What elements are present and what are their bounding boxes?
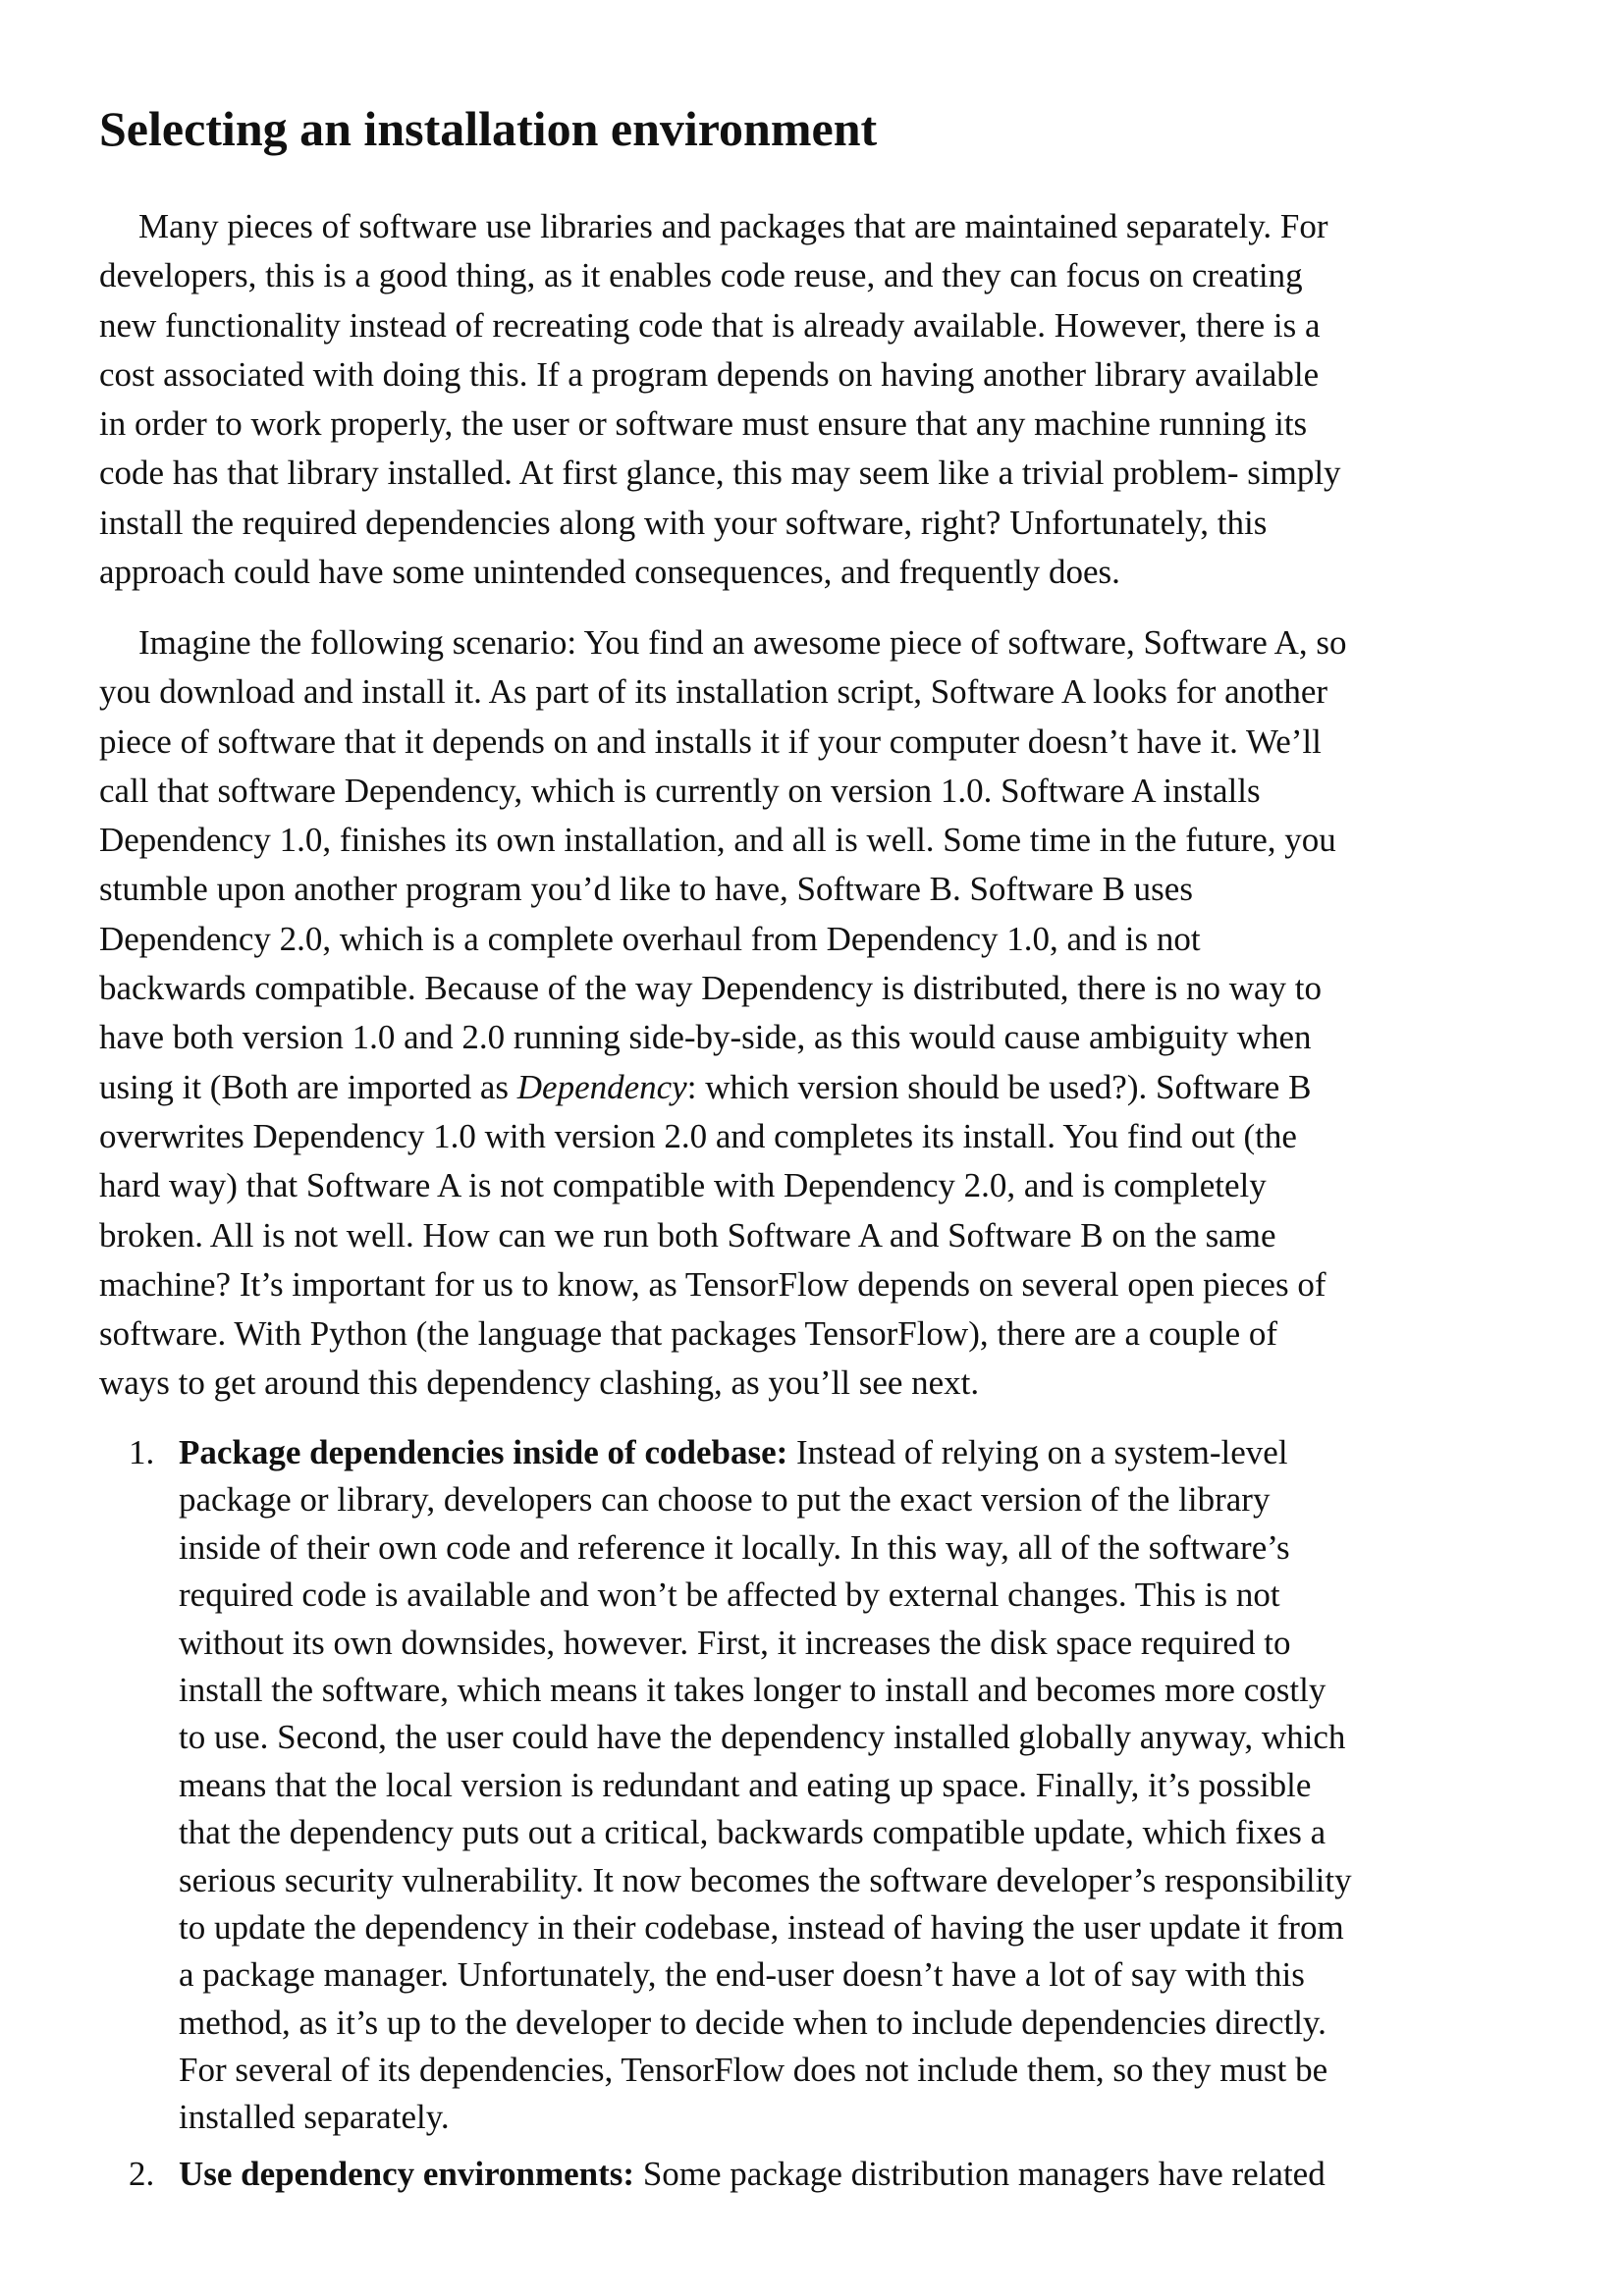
text-line: approach could have some unintended consequences, and frequently does.: [99, 553, 1120, 592]
text-line: machine? It’s important for us to know, as TensorFlow depends on several open pieces of: [99, 1264, 1326, 1304]
text-line: required code is available and won’t be affected by external changes. This is not: [179, 1575, 1280, 1615]
text-line: software. With Python (the language that packages TensorFlow), there are a couple of: [99, 1314, 1278, 1354]
text-line: install the required dependencies along with your software, right? Unfortunately, this: [99, 503, 1268, 542]
text-segment: : which version should be used?). Software B: [686, 1067, 1312, 1106]
text-line: method, as it’s up to the developer to decide when to include dependencies directly.: [179, 2002, 1326, 2042]
text-line: hard way) that Software A is not compatible with Dependency 2.0, and is completely: [99, 1166, 1267, 1205]
text-line: Dependency 2.0, which is a complete overhaul from Dependency 1.0, and is not: [99, 919, 1201, 958]
text-line: package or library, developers can choose to put the exact version of the library: [179, 1480, 1271, 1520]
italic-term: Dependency: [516, 1067, 687, 1106]
text-line: to use. Second, the user could have the dependency installed globally anyway, which: [179, 1718, 1346, 1757]
text-line: have both version 1.0 and 2.0 running side-by-side, as this would cause ambiguity when: [99, 1018, 1312, 1057]
text-line: serious security vulnerability. It now becomes the software developer’s responsibility: [179, 1860, 1352, 1899]
text-line: Dependency 1.0, finishes its own installation, and all is well. Some time in the future, you: [99, 821, 1336, 860]
text-line: stumble upon another program you’d like to have, Software B. Software B uses: [99, 870, 1193, 909]
text-line: For several of its dependencies, TensorFlow does not include them, so they must be: [179, 2051, 1328, 2090]
text-line: call that software Dependency, which is currently on version 1.0. Software A installs: [99, 771, 1261, 810]
list-number: 2.: [129, 2155, 155, 2193]
text-line: you download and install it. As part of its installation script, Software A looks for another: [99, 672, 1328, 712]
list-item-heading: Package dependencies inside of codebase:: [179, 1433, 788, 1471]
text-line: [99, 1063, 1347, 1112]
text-line: new functionality instead of recreating code that is already available. However, there is a: [99, 305, 1321, 345]
text-line: Imagine the following scenario: You find an awesome piece of software, Software A, so: [138, 623, 1347, 662]
text-line: a package manager. Unfortunately, the end-user doesn’t have a lot of say with this: [179, 1955, 1305, 1995]
paragraph-2: [99, 618, 1347, 1409]
text-line: in order to work properly, the user or software must ensure that any machine running its: [99, 404, 1308, 444]
text-line: to update the dependency in their codebase, instead of having the user update it from: [179, 1907, 1344, 1947]
text-line: broken. All is not well. How can we run both Software A and Software B on the same: [99, 1215, 1276, 1255]
text-line: installed separately.: [179, 2098, 450, 2137]
page-title: Selecting an installation environment: [99, 101, 878, 156]
paragraph-1: [99, 202, 1341, 597]
text-line: Many pieces of software use libraries and packages that are maintained separately. For: [138, 207, 1328, 245]
text-line: install the software, which means it takes longer to install and becomes more costly: [179, 1670, 1326, 1709]
text-segment: using it (Both are imported as: [99, 1067, 517, 1106]
list-item-heading: Use dependency environments:: [179, 2155, 635, 2193]
text-line: without its own downsides, however. First, it increases the disk space required to: [179, 1623, 1291, 1662]
list-number: 1.: [129, 1433, 155, 1471]
text-line: code has that library installed. At first glance, this may seem like a trivial problem- simply: [99, 454, 1341, 493]
list-item-text: Instead of relying on a system-level: [787, 1433, 1288, 1471]
text-line: cost associated with doing this. If a program depends on having another library available: [99, 354, 1320, 394]
text-line: overwrites Dependency 1.0 with version 2.0 and completes its install. You find out (the: [99, 1116, 1297, 1155]
text-line: that the dependency puts out a critical, backwards compatible update, which fixes a: [179, 1813, 1326, 1852]
text-line: developers, this is a good thing, as it enables code reuse, and they can focus on creating: [99, 256, 1303, 295]
text-line: means that the local version is redundant and eating up space. Finally, it’s possible: [179, 1765, 1312, 1804]
text-line: ways to get around this dependency clashing, as you’ll see next.: [99, 1363, 980, 1403]
text-line: piece of software that it depends on and installs it if your computer doesn’t have it. We’ll: [99, 721, 1322, 761]
text-line: inside of their own code and reference it locally. In this way, all of the software’s: [179, 1527, 1290, 1567]
list-item-text: Some package distribution managers have related: [634, 2155, 1326, 2193]
text-line: backwards compatible. Because of the way Dependency is distributed, there is no way to: [99, 969, 1323, 1008]
